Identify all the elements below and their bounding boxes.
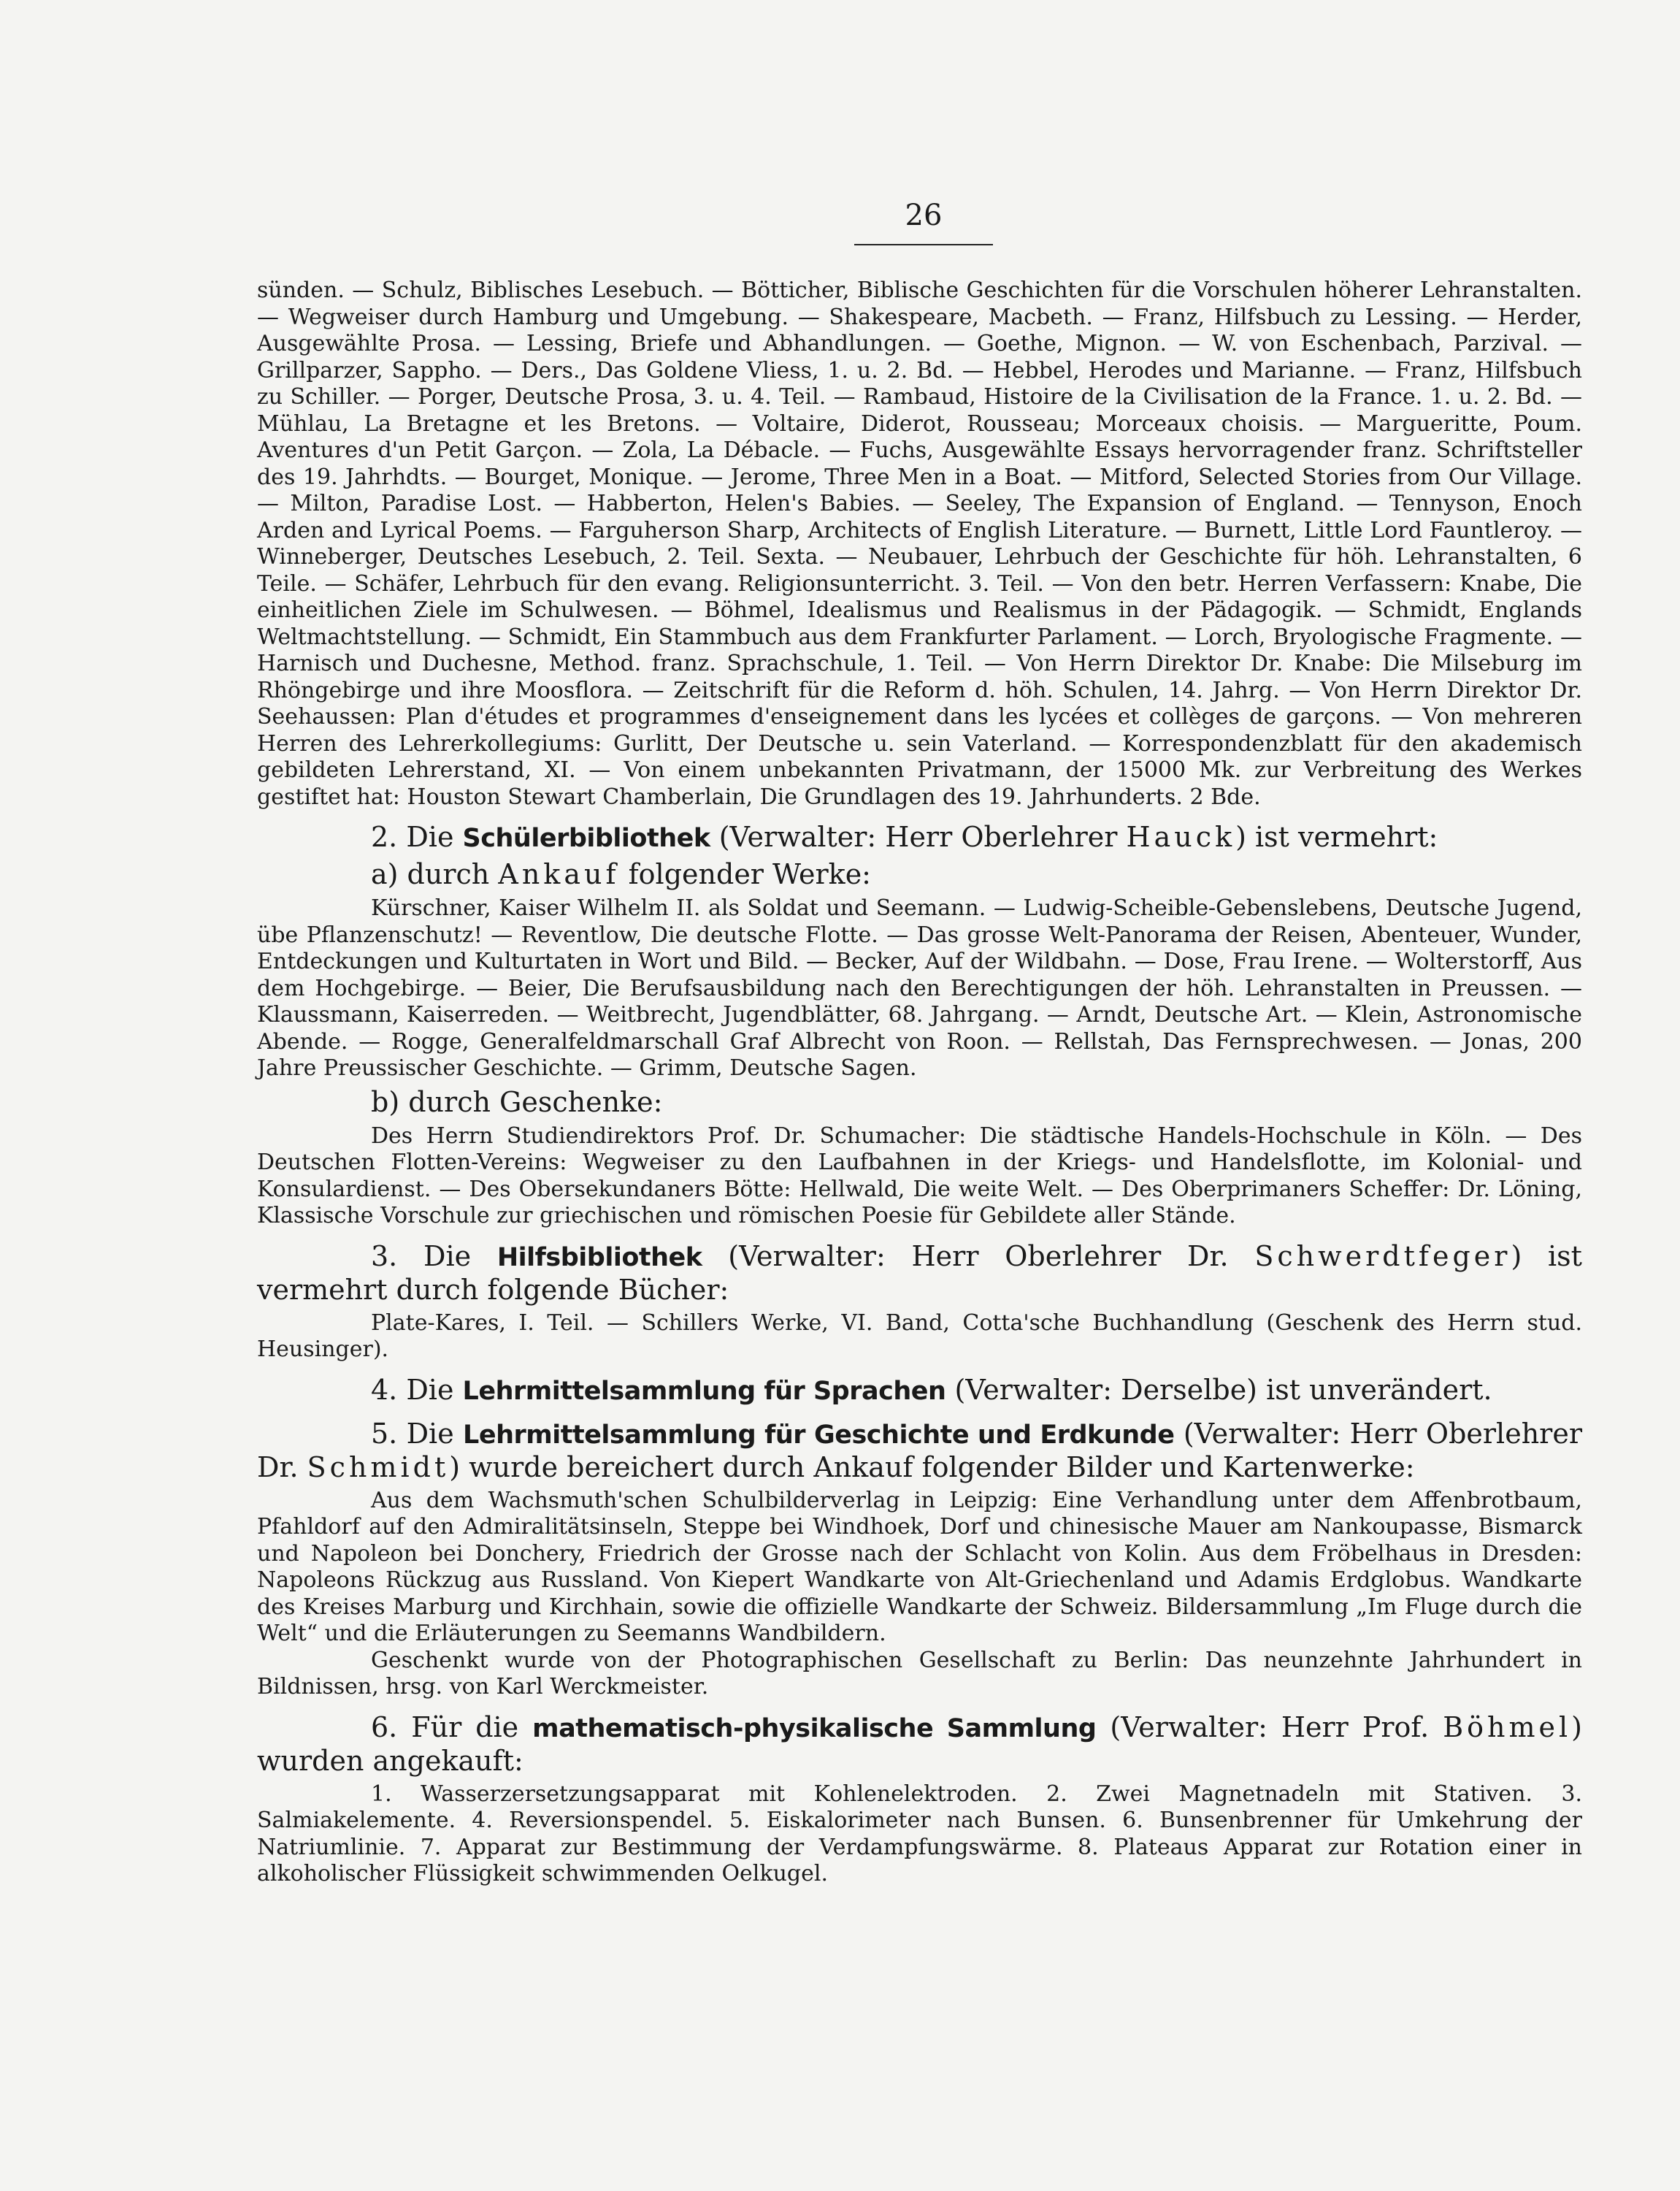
section-2-heading: 2. Die Schülerbibliothek (Verwalter: Herr Oberlehrer Hauck) ist vermehrt: bbox=[371, 821, 1438, 853]
section-3-text: Plate-Kares, I. Teil. — Schillers Werke, VI. Band, Cotta'sche Buchhandlung (Geschenk des Herrn stud. Heusinger). bbox=[257, 1309, 1582, 1362]
section-5-heading: 5. Die Lehrmittelsammlung für Geschichte und Erdkunde (Verwalter: Herr Oberlehrer Dr. Schmidt) wurde bereichert durch Ankauf folgender Bilder und Kartenwerke: bbox=[257, 1417, 1582, 1483]
section-2b-heading: b) durch Geschenke: bbox=[371, 1085, 663, 1118]
section-3-heading: 3. Die Hilfsbibliothek (Verwalter: Herr Oberlehrer Dr. Schwerdtfeger) ist vermehrt durch folgende Bücher: bbox=[257, 1239, 1582, 1306]
section-6-title: mathematisch-physikalische Sammlung bbox=[532, 1713, 1097, 1743]
section-5-text-2: Geschenkt wurde von der Photographischen Gesellschaft zu Berlin: Das neunzehnte Jahrhundert in Bildnissen, hrsg. von Karl Werckmeister. bbox=[257, 1647, 1582, 1699]
section-2-custodian: Hauck bbox=[1126, 821, 1236, 853]
section-6-heading: 6. Für die mathematisch-physikalische Sammlung (Verwalter: Herr Prof. Böhmel) wurden angekauft: bbox=[257, 1710, 1582, 1777]
page-number-rule bbox=[854, 244, 993, 245]
section-3-custodian: Schwerdtfeger bbox=[1254, 1239, 1511, 1272]
section-4-heading: 4. Die Lehrmittelsammlung für Sprachen (Verwalter: Derselbe) ist unverändert. bbox=[371, 1373, 1492, 1406]
section-5-custodian: Schmidt bbox=[307, 1450, 450, 1483]
section-3-title: Hilfsbibliothek bbox=[496, 1242, 702, 1272]
section-4-title: Lehrmittelsammlung für Sprachen bbox=[462, 1376, 946, 1406]
page-number: 26 bbox=[905, 199, 943, 232]
library-continuation-text: sünden. — Schulz, Biblisches Lesebuch. — Bötticher, Biblische Geschichten für die Vorschulen höherer Lehranstalten. — Wegweiser durch Hamburg und Umgebung. — Shakespeare, Macbeth. — Franz, Hilfsbuch zu Lessing. — Herder, Ausgewählte Prosa. — Lessing, Briefe und Abhandlungen. — Goethe, Mignon. — W. von Eschenbach, Parzival. — Grillparzer, Sappho. — Ders., Das Goldene Vliess, 1. u. 2. Bd. — Hebbel, Herodes und Marianne. — Franz, Hilfsbuch zu Schiller. — Porger, Deutsche Prosa, 3. u. 4. Teil. — Rambaud, Histoire de la Civilisation de la France. 1. u. 2. Bd. — Mühlau, La Bretagne et les Bretons. — Voltaire, Diderot, Rousseau; Morceaux choisis. — Margueritte, Poum. Aventures d'un Petit Garçon. — Zola, La Débacle. — Fuchs, Ausgewählte Essays hervorragender franz. Schriftsteller des 19. Jahrhdts. — Bourget, Monique. — Jerome, Three Men in a Boat. — Mitford, Selected Stories from Our Village. — Milton, Paradise Lost. — Habberton, Helen's Babies. — Seeley, The Expansion of England. — Tennyson, Enoch Arden and Lyrical Poems. — Farguherson Sharp, Architects of English Literature. — Burnett, Little Lord Fauntleroy. — Winneberger, Deutsches Lesebuch, 2. Teil. Sexta. — Neubauer, Lehrbuch der Geschichte für höh. Lehranstalten, 6 Teile. — Schäfer, Lehrbuch für den evang. Religionsunterricht. 3. Teil. — Von den betr. Herren Verfassern: Knabe, Die einheitlichen Ziele im Schulwesen. — Böhmel, Idealismus und Realismus in der Pädagogik. — Schmidt, Englands Weltmachtstellung. — Schmidt, Ein Stammbuch aus dem Frankfurter Parlament. — Lorch, Bryologische Fragmente. — Harnisch und Duchesne, Method. franz. Sprachschule, 1. Teil. — Von Herrn Direktor Dr. Knabe: Die Milseburg im Rhöngebirge und ihre Moosflora. — Zeitschrift für die Reform d. höh. Schulen, 14. Jahrg. — Von Herrn Direktor Dr. Seehaussen: Plan d'études et programmes d'enseignement dans les lycées et collèges de garçons. — Von mehreren Herren des Lehrerkollegiums: Gurlitt, Der Deutsche u. sein Vaterland. — Korrespondenzblatt für den akademisch gebildeten Lehrerstand, XI. — Von einem unbekannten Privatmann, der 15000 Mk. zur Verbreitung des Werkes gestiftet hat: Houston Stewart Chamberlain, Die Grundlagen des 19. Jahrhunderts. 2 Bde. bbox=[257, 278, 1582, 810]
section-5-text-1: Aus dem Wachsmuth'schen Schulbilderverlag in Leipzig: Eine Verhandlung unter dem Affenbrotbaum, Pfahldorf auf den Admiralitätsinseln, Steppe bei Windhoek, Dorf und chinesische Mauer am Nankoupasse, Bismarck und Napoleon bei Donchery, Friedrich der Grosse nach der Schlacht von Kolin. Aus dem Fröbelhaus in Dresden: Napoleons Rückzug aus Russland. Von Kiepert Wandkarte von Alt-Griechenland und Adamis Erdglobus. Wandkarte des Kreises Marburg und Kirchhain, sowie die offizielle Wandkarte der Schweiz. Bildersammlung „Im Fluge durch die Welt“ und die Erläuterungen zu Seemanns Wandbildern. bbox=[257, 1487, 1582, 1646]
section-5-title: Lehrmittelsammlung für Geschichte und Erdkunde bbox=[463, 1420, 1175, 1450]
section-2-title: Schülerbibliothek bbox=[462, 824, 710, 853]
section-6-custodian: Böhmel bbox=[1443, 1710, 1572, 1743]
page-body bbox=[257, 278, 1582, 1888]
section-2b-text: Des Herrn Studiendirektors Prof. Dr. Schumacher: Die städtische Handels-Hochschule in Köln. — Des Deutschen Flotten-Vereins: Wegweiser zu den Laufbahnen in der Kriegs- und Handelsflotte, im Kolonial- und Konsulardienst. — Des Obersekundaners Bötte: Hellwald, Die weite Welt. — Des Oberprimaners Scheffer: Dr. Löning, Klassische Vorschule zur griechischen und römischen Poesie für Gebildete aller Stände. bbox=[257, 1123, 1582, 1228]
section-2a-heading: a) durch Ankauf folgender Werke: bbox=[371, 858, 871, 890]
section-2a-text: Kürschner, Kaiser Wilhelm II. als Soldat und Seemann. — Ludwig-Scheible-Gebenslebens, Deutsche Jugend, übe Pflanzenschutz! — Reventlow, Die deutsche Flotte. — Das grosse Welt-Panorama der Reisen, Abenteuer, Wunder, Entdeckungen und Kulturtaten in Wort und Bild. — Becker, Auf der Wildbahn. — Dose, Frau Irene. — Wolterstorff, Aus dem Hochgebirge. — Beier, Die Berufsausbildung nach den Berechtigungen der höh. Lehranstalten in Preussen. — Klaussmann, Kaiserreden. — Weitbrecht, Jugendblätter, 68. Jahrgang. — Arndt, Deutsche Art. — Klein, Astronomische Abende. — Rogge, Generalfeldmarschall Graf Albrecht von Roon. — Rellstah, Das Fernsprechwesen. — Jonas, 200 Jahre Preussischer Geschichte. — Grimm, Deutsche Sagen. bbox=[257, 895, 1582, 1081]
section-6-text: 1. Wasserzersetzungsapparat mit Kohlenelektroden. 2. Zwei Magnetnadeln mit Stativen. 3. Salmiakelemente. 4. Reversionspendel. 5. Eiskalorimeter nach Bunsen. 6. Bunsenbrenner für Umkehrung der Natriumlinie. 7. Apparat zur Bestimmung der Verdampfungswärme. 8. Plateaus Apparat zur Rotation einer in alkoholischer Flüssigkeit schwimmenden Oelkugel. bbox=[257, 1781, 1582, 1886]
